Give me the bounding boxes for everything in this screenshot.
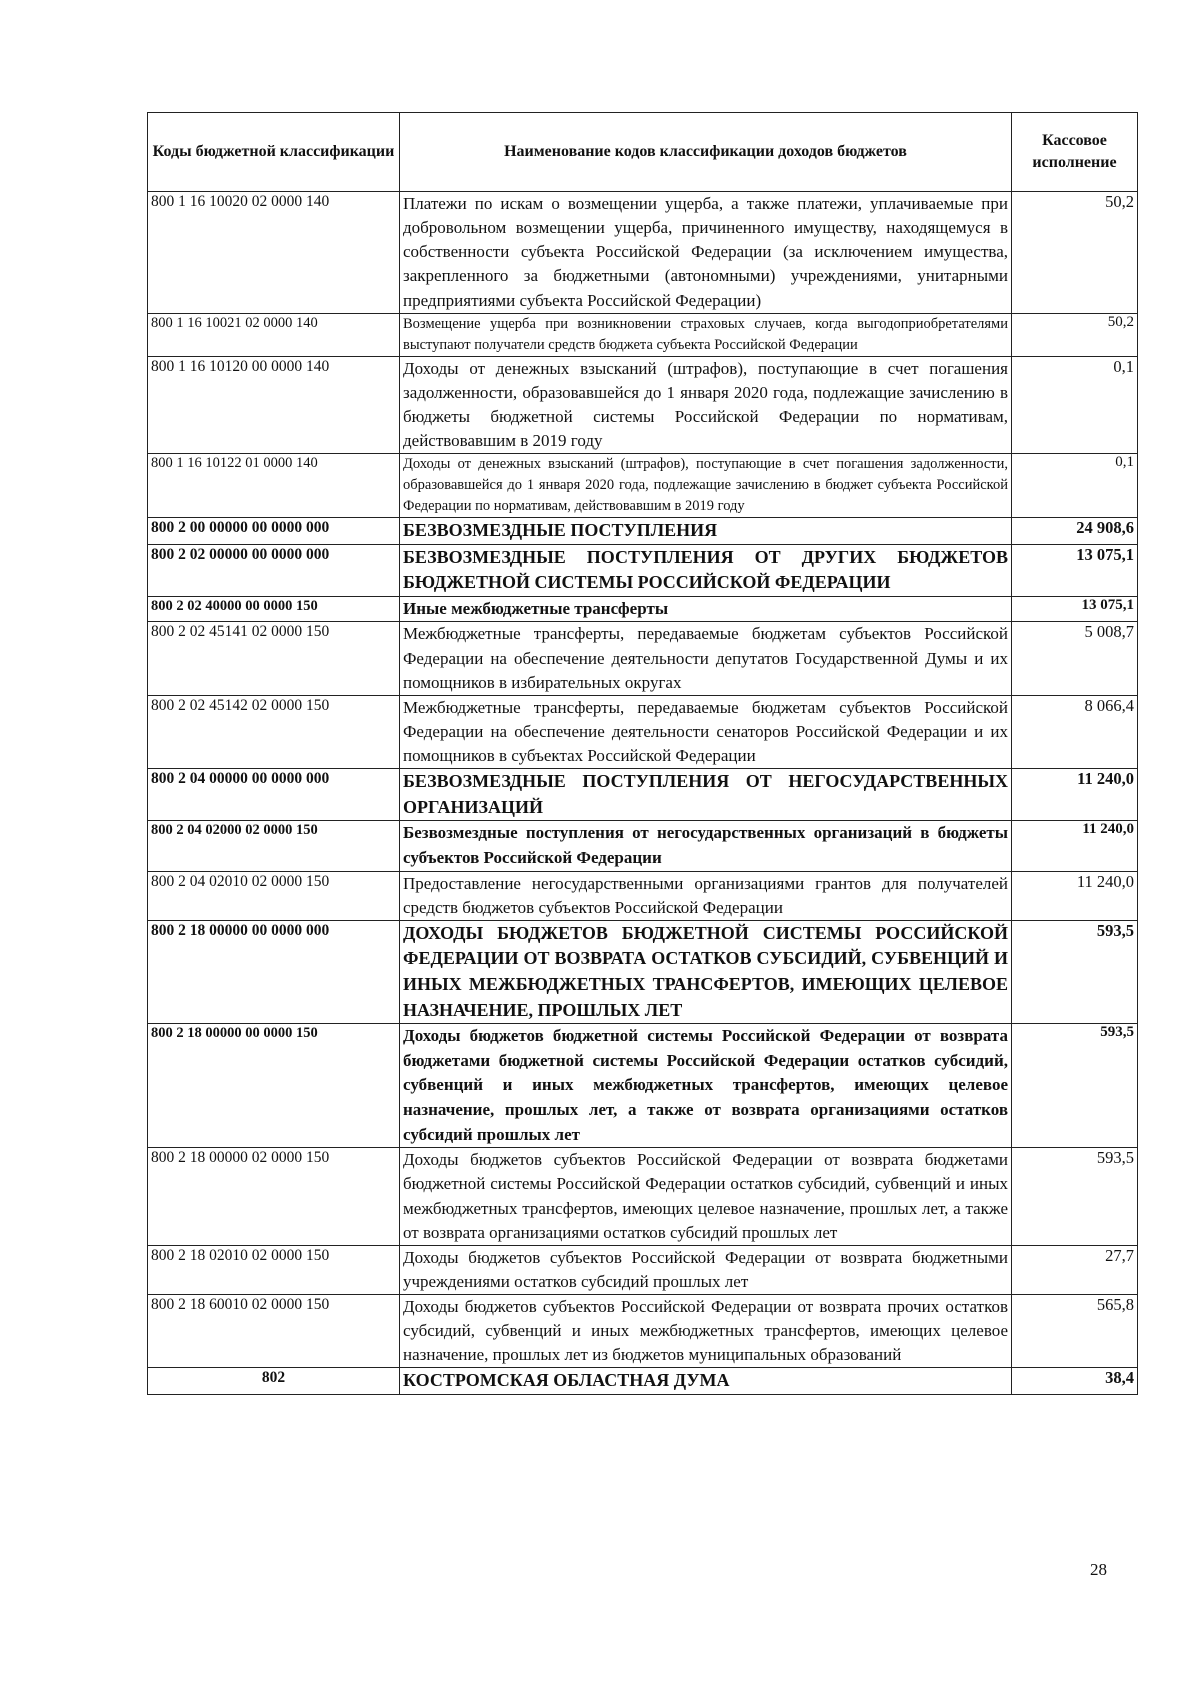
table-row — [148, 695, 1138, 768]
row-name: Доходы бюджетов субъектов Российской Федерации от возврата прочих остатков субсидий, субвенций и иных межбюджетных трансфертов, имеющих целевое назначение, прошлых лет из бюджетов муниципальных образований — [400, 1295, 1012, 1368]
row-amount: 593,5 — [1012, 1024, 1138, 1148]
table-row — [148, 192, 1138, 314]
row-name: Межбюджетные трансферты, передаваемые бюджетам субъектов Российской Федерации на обеспечение деятельности депутатов Государственной Думы и их помощников в избирательных округах — [400, 622, 1012, 695]
header-name: Наименование кодов классификации доходов бюджетов — [400, 113, 1012, 192]
row-code: 800 2 18 00000 00 0000 000 — [148, 920, 400, 1023]
row-code: 800 1 16 10020 02 0000 140 — [148, 192, 400, 314]
row-amount: 565,8 — [1012, 1295, 1138, 1368]
row-code: 800 2 04 02000 02 0000 150 — [148, 821, 400, 871]
row-name: Доходы бюджетов субъектов Российской Федерации от возврата бюджетными учреждениями остатков субсидий прошлых лет — [400, 1245, 1012, 1294]
table-row — [148, 871, 1138, 920]
row-code: 800 2 18 00000 00 0000 150 — [148, 1024, 400, 1148]
table-row — [148, 1024, 1138, 1148]
table-row — [148, 920, 1138, 1023]
row-amount: 5 008,7 — [1012, 622, 1138, 695]
row-name: Возмещение ущерба при возникновении страховых случаев, когда выгодоприобретателями выступают получатели средств бюджета субъекта Российской Федерации — [400, 313, 1012, 356]
row-name: Безвозмездные поступления от негосударственных организаций в бюджеты субъектов Российской Федерации — [400, 821, 1012, 871]
row-name: БЕЗВОЗМЕЗДНЫЕ ПОСТУПЛЕНИЯ — [400, 518, 1012, 545]
row-code: 802 — [148, 1368, 400, 1395]
row-amount: 38,4 — [1012, 1368, 1138, 1395]
row-code: 800 2 00 00000 00 0000 000 — [148, 518, 400, 545]
header-code: Коды бюджетной классификации — [148, 113, 400, 192]
revenue-table — [147, 112, 1138, 1395]
row-amount: 50,2 — [1012, 313, 1138, 356]
row-amount: 27,7 — [1012, 1245, 1138, 1294]
row-name: Иные межбюджетные трансферты — [400, 596, 1012, 622]
row-amount: 50,2 — [1012, 192, 1138, 314]
table-header-row — [148, 113, 1138, 192]
table-row — [148, 1368, 1138, 1395]
row-amount: 0,1 — [1012, 356, 1138, 454]
row-name: КОСТРОМСКАЯ ОБЛАСТНАЯ ДУМА — [400, 1368, 1012, 1395]
table-row — [148, 1295, 1138, 1368]
row-amount: 593,5 — [1012, 1148, 1138, 1246]
row-name: Межбюджетные трансферты, передаваемые бюджетам субъектов Российской Федерации на обеспечение деятельности сенаторов Российской Федерации и их помощников в субъектах Российской Федерации — [400, 695, 1012, 768]
row-code: 800 1 16 10120 00 0000 140 — [148, 356, 400, 454]
row-code: 800 1 16 10021 02 0000 140 — [148, 313, 400, 356]
table-row — [148, 821, 1138, 871]
row-amount: 0,1 — [1012, 454, 1138, 518]
row-code: 800 2 02 40000 00 0000 150 — [148, 596, 400, 622]
table-row — [148, 544, 1138, 596]
row-name: Доходы бюджетов субъектов Российской Федерации от возврата бюджетами бюджетной системы Российской Федерации остатков субсидий, субвенций и иных межбюджетных трансфертов, имеющих целевое назначение, прошлых лет, а также от возврата организациями остатков субсидий прошлых лет — [400, 1148, 1012, 1246]
header-amount: Кассовое исполнение — [1012, 113, 1138, 192]
row-amount: 8 066,4 — [1012, 695, 1138, 768]
row-code: 800 2 04 00000 00 0000 000 — [148, 769, 400, 821]
row-code: 800 2 02 00000 00 0000 000 — [148, 544, 400, 596]
page-number: 28 — [1090, 1560, 1107, 1579]
row-name: Платежи по искам о возмещении ущерба, а также платежи, уплачиваемые при добровольном возмещении ущерба, причиненного имуществу, находящемуся в собственности субъекта Российской Федерации (за исключением имущества, закрепленного за бюджетными (автономными) учреждениями, унитарными предприятиями субъекта Российской Федерации) — [400, 192, 1012, 314]
row-code: 800 1 16 10122 01 0000 140 — [148, 454, 400, 518]
row-amount: 11 240,0 — [1012, 769, 1138, 821]
row-amount: 24 908,6 — [1012, 518, 1138, 545]
row-name: Доходы от денежных взысканий (штрафов), поступающие в счет погашения задолженности, образовавшейся до 1 января 2020 года, подлежащие зачислению в бюджет субъекта Российской Федерации по нормативам, действовавшим в 2019 году — [400, 454, 1012, 518]
row-code: 800 2 02 45141 02 0000 150 — [148, 622, 400, 695]
row-code: 800 2 18 02010 02 0000 150 — [148, 1245, 400, 1294]
table-row — [148, 518, 1138, 545]
row-name: Предоставление негосударственными организациями грантов для получателей средств бюджетов субъектов Российской Федерации — [400, 871, 1012, 920]
table-row — [148, 356, 1138, 454]
row-name: Доходы бюджетов бюджетной системы Российской Федерации от возврата бюджетами бюджетной системы Российской Федерации остатков субсидий, субвенций и иных межбюджетных трансфертов, имеющих целевое назначение, прошлых лет, а также от возврата организациями остатков субсидий прошлых лет — [400, 1024, 1012, 1148]
row-amount: 13 075,1 — [1012, 544, 1138, 596]
row-amount: 11 240,0 — [1012, 821, 1138, 871]
row-name: Доходы от денежных взысканий (штрафов), поступающие в счет погашения задолженности, образовавшейся до 1 января 2020 года, подлежащие зачислению в бюджеты бюджетной системы Российской Федерации по нормативам, действовавшим в 2019 году — [400, 356, 1012, 454]
row-name: ДОХОДЫ БЮДЖЕТОВ БЮДЖЕТНОЙ СИСТЕМЫ РОССИЙСКОЙ ФЕДЕРАЦИИ ОТ ВОЗВРАТА ОСТАТКОВ СУБСИДИЙ, СУБВЕНЦИЙ И ИНЫХ МЕЖБЮДЖЕТНЫХ ТРАНСФЕРТОВ, ИМЕЮЩИХ ЦЕЛЕВОЕ НАЗНАЧЕНИЕ, ПРОШЛЫХ ЛЕТ — [400, 920, 1012, 1023]
table-row — [148, 596, 1138, 622]
row-code: 800 2 18 00000 02 0000 150 — [148, 1148, 400, 1246]
row-code: 800 2 04 02010 02 0000 150 — [148, 871, 400, 920]
row-name: БЕЗВОЗМЕЗДНЫЕ ПОСТУПЛЕНИЯ ОТ НЕГОСУДАРСТВЕННЫХ ОРГАНИЗАЦИЙ — [400, 769, 1012, 821]
table-row — [148, 1148, 1138, 1246]
row-code: 800 2 18 60010 02 0000 150 — [148, 1295, 400, 1368]
table-row — [148, 1245, 1138, 1294]
row-amount: 13 075,1 — [1012, 596, 1138, 622]
table-row — [148, 622, 1138, 695]
row-amount: 593,5 — [1012, 920, 1138, 1023]
row-code: 800 2 02 45142 02 0000 150 — [148, 695, 400, 768]
row-name: БЕЗВОЗМЕЗДНЫЕ ПОСТУПЛЕНИЯ ОТ ДРУГИХ БЮДЖЕТОВ БЮДЖЕТНОЙ СИСТЕМЫ РОССИЙСКОЙ ФЕДЕРАЦИИ — [400, 544, 1012, 596]
table-row — [148, 454, 1138, 518]
table-row — [148, 769, 1138, 821]
row-amount: 11 240,0 — [1012, 871, 1138, 920]
table-row — [148, 313, 1138, 356]
